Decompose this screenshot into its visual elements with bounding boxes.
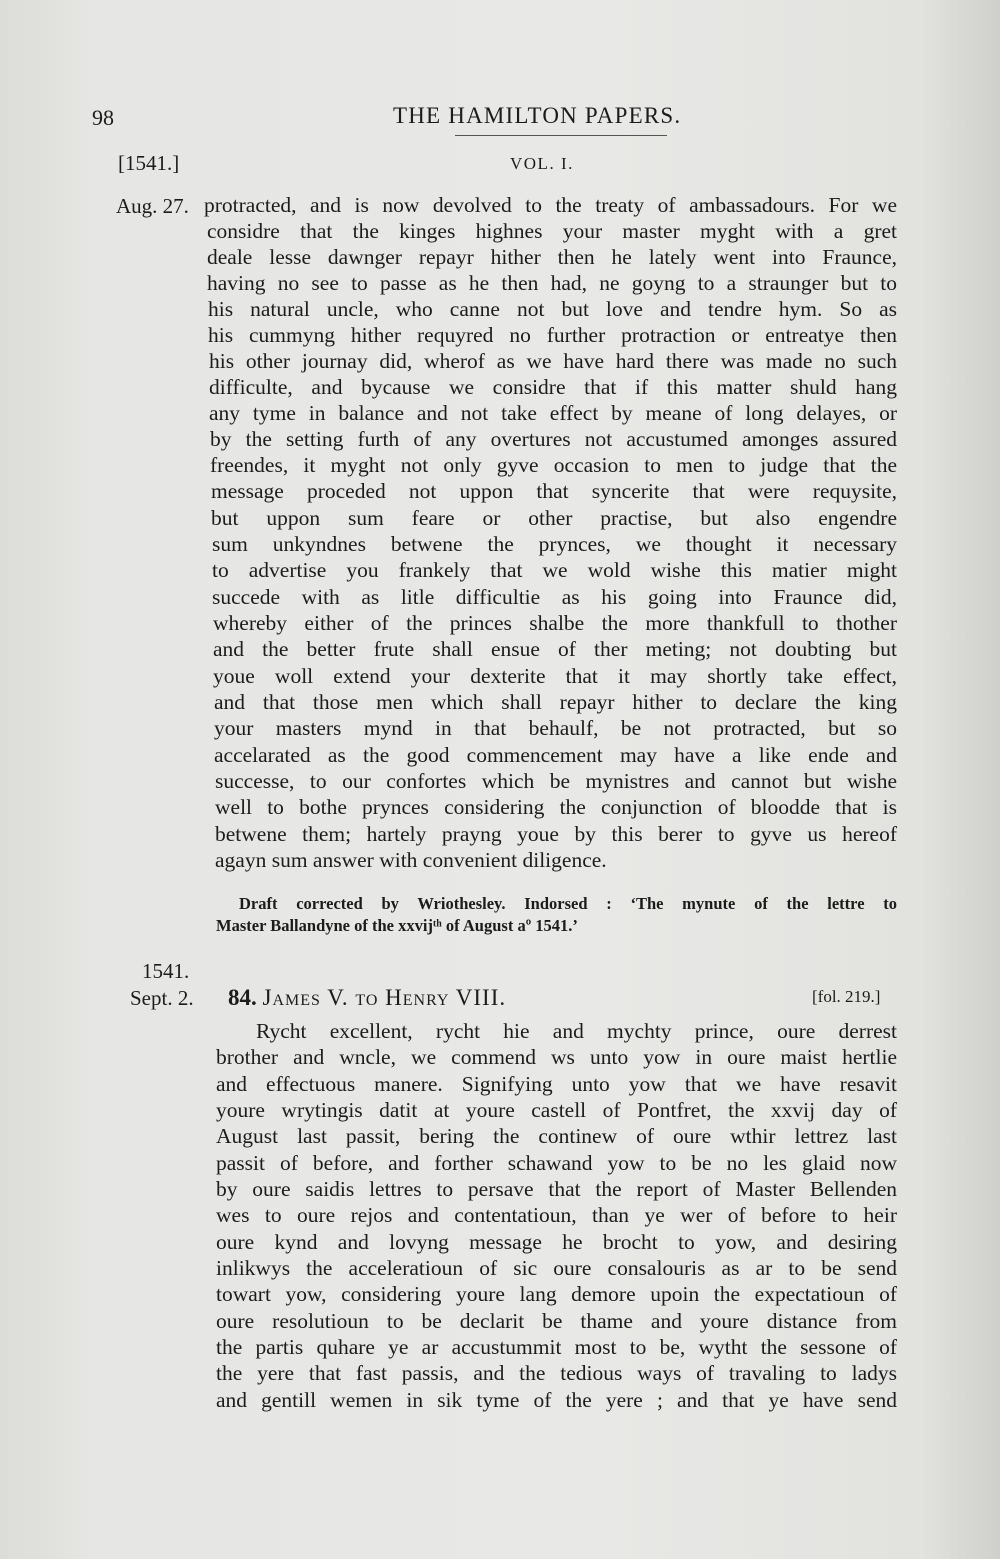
text-line: succede with as litle difficultie as his going into Fraunce did,	[212, 585, 897, 609]
text-line: well to bothe prynces considering the conjunction of bloodde that is	[215, 795, 897, 819]
text-line: and the better frute shall ensue of ther meting; not doubting but	[213, 637, 897, 661]
text-line: agayn sum answer with convenient diligence.	[215, 848, 607, 872]
text-line: by oure saidis lettres to persave that the report of Master Bellenden	[216, 1177, 897, 1201]
text-line: his natural uncle, who canne not but love and tendre hym. So as	[208, 297, 897, 321]
text-line: August last passit, bering the continew of oure wthir lettrez last	[216, 1124, 897, 1148]
text-line: message proceded not uppon that syncerite that were requysite,	[211, 479, 897, 503]
text-line: and effectuous manere. Signifying unto yow that we have resavit	[216, 1072, 897, 1096]
text-line: sum unkyndnes betwene the prynces, we thought it necessary	[212, 532, 897, 556]
text-line: to advertise you frankely that we wold wishe this matier might	[212, 558, 897, 582]
text-line: considre that the kinges highnes your master myght with a gret	[207, 219, 897, 243]
text-line: successe, to our confortes which be mynistres and cannot but wishe	[215, 769, 897, 793]
text-line: inlikwys the acceleratioun of sic oure consalouris as ar to be send	[216, 1256, 897, 1280]
text-line: brother and wncle, we commend ws unto yow in oure maist hertlie	[216, 1045, 897, 1069]
text-line: deale lesse dawnger repayr hither then he lately went into Fraunce,	[207, 245, 897, 269]
text-line: betwene them; hartely prayng youe by this berer to gyve us hereof	[215, 822, 897, 846]
text-line: difficulte, and bycause we considre that if this matter shuld hang	[209, 375, 897, 399]
text-line: youre wrytingis datit at youre castell of Pontfret, the xxvij day of	[216, 1098, 897, 1122]
text-line: whereby either of the princes shalbe the more thankfull to thother	[213, 611, 897, 635]
note-line: Draft corrected by Wriothesley. Indorsed : ‘The mynute of the lettre to	[239, 894, 897, 913]
text-line: protracted, and is now devolved to the treaty of ambassadours. For we	[204, 193, 897, 217]
text-line: his cummyng hither requyred no further protraction or entreatye then	[208, 323, 897, 347]
volume-label: VOL. I.	[510, 154, 574, 173]
text-line: youe woll extend your dexterite that it may shortly take effect,	[213, 664, 897, 688]
margin-year: 1541.	[142, 959, 190, 983]
text-line: accelarated as the good commencement may have a like ende and	[214, 743, 897, 767]
text-line: oure resolutioun to be declarit be thame and youre distance from	[216, 1309, 897, 1333]
margin-date-sept: Sept. 2.	[130, 986, 194, 1010]
text-line: the yere that fast passis, and the tedious ways of travaling to ladys	[216, 1361, 897, 1385]
text-line: passit of before, and forther schawand yow to be no les glaid now	[216, 1151, 897, 1175]
note-line: Master Ballandyne of the xxvijᵗʰ of August aº 1541.’	[216, 916, 578, 935]
text-line: towart yow, considering youre lang demore upoin the expectatioun of	[216, 1282, 897, 1306]
margin-date-aug: Aug. 27.	[116, 194, 189, 218]
year-bracket: [1541.]	[118, 151, 180, 175]
text-line: and gentill wemen in sik tyme of the yere ; and that ye have send	[216, 1388, 897, 1412]
text-line: Rycht excellent, rycht hie and mychty prince, oure derrest	[256, 1019, 897, 1043]
text-line: your masters mynd in that behaulf, be not protracted, but so	[214, 716, 897, 740]
text-line: and that those men which shall repayr hither to declare the king	[214, 690, 897, 714]
page-number: 98	[92, 105, 114, 130]
text-line: having no see to passe as he then had, ne goyng to a straunger but to	[207, 271, 897, 295]
text-line: the partis quhare ye ar accustummit most to be, wytht the sessone of	[216, 1335, 897, 1359]
letter-number: 84.	[228, 985, 257, 1010]
letter-title: James V. to Henry VIII.	[262, 985, 507, 1010]
text-line: by the setting furth of any overtures not accustumed amonges assured	[210, 427, 897, 451]
text-line: but uppon sum feare or other practise, but also engendre	[211, 506, 897, 530]
text-line: any tyme in balance and not take effect by meane of long delayes, or	[209, 401, 897, 425]
text-line: freendes, it myght not only gyve occasion to men to judge that the	[210, 453, 897, 477]
folio-reference: [fol. 219.]	[812, 987, 881, 1006]
text-line: his other journay did, wherof as we have hard there was made no such	[209, 349, 897, 373]
text-line: oure kynd and lovyng message he brocht to yow, and desiring	[216, 1230, 897, 1254]
header-rule	[455, 135, 667, 136]
running-title: THE HAMILTON PAPERS.	[393, 103, 682, 128]
text-line: wes to oure rejos and contentatioun, than ye wer of before to heir	[216, 1203, 897, 1227]
letter-heading	[228, 985, 506, 1011]
